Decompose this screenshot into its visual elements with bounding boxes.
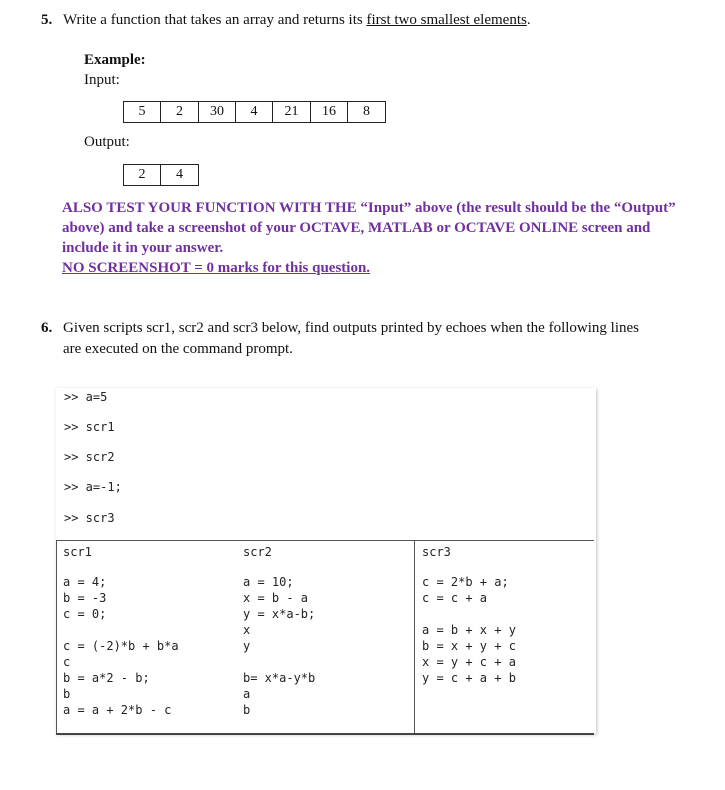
output-cell: 4 xyxy=(161,165,199,186)
script-code: a = 4; b = -3 c = 0; c = (-2)*b + b*a c b = a*2 - b; b a = a + 2*b - c xyxy=(63,575,179,717)
prompt-line: >> scr3 xyxy=(64,511,115,525)
script-code: a = 10; x = b - a y = x*a-b; x y b= x*a-y*b a b xyxy=(243,575,316,717)
output-array xyxy=(123,164,199,186)
input-cell: 5 xyxy=(124,102,161,123)
question-6-number: 6. xyxy=(41,320,53,336)
input-cell: 2 xyxy=(161,102,199,123)
script-name: scr3 xyxy=(422,545,451,559)
question-6-line-1: Given scripts scr1, scr2 and scr3 below, find outputs printed by echoes when the following lines xyxy=(63,320,639,336)
prompt-line: >> scr2 xyxy=(64,450,115,464)
prompt-line: >> scr1 xyxy=(64,420,115,434)
input-cell: 8 xyxy=(348,102,386,123)
input-cell: 30 xyxy=(199,102,236,123)
input-cell: 4 xyxy=(236,102,273,123)
question-6-line-2: are executed on the command prompt. xyxy=(63,341,293,357)
prompt-line: >> a=-1; xyxy=(64,480,122,494)
question-5 xyxy=(41,10,711,32)
question-5-number: 5. xyxy=(41,12,53,28)
question-6 xyxy=(41,318,711,362)
input-array xyxy=(123,101,386,123)
prompt-line: >> a=5 xyxy=(64,390,108,404)
test-instruction: ALSO TEST YOUR FUNCTION WITH THE “Input” above (the result should be the “Output” above) and take a screenshot of your OCTAVE, MATLAB or OCTAVE ONLINE screen and include it in your answer. NO SCREENSHOT = 0 marks for this question. xyxy=(62,198,702,278)
script-scr3 xyxy=(422,541,592,733)
input-cell: 16 xyxy=(311,102,348,123)
question-5-text: Write a function that takes an array and returns its first two smallest elements. xyxy=(63,12,531,28)
script-scr2 xyxy=(243,541,408,733)
script-code: c = 2*b + a; c = c + a a = b + x + y b = x + y + c x = y + c + a y = c + a + b xyxy=(422,575,516,685)
example-label: Example: xyxy=(84,52,146,68)
scripts-table xyxy=(56,540,594,735)
column-divider xyxy=(414,541,415,733)
input-label: Input: xyxy=(84,72,120,88)
input-cell: 21 xyxy=(273,102,311,123)
column-divider xyxy=(56,541,57,733)
octave-screenshot xyxy=(56,388,596,734)
output-cell: 2 xyxy=(124,165,161,186)
output-label: Output: xyxy=(84,134,130,150)
script-name: scr1 xyxy=(63,545,92,559)
no-screenshot-warning: NO SCREENSHOT = 0 marks for this question. xyxy=(62,260,371,276)
script-name: scr2 xyxy=(243,545,272,559)
